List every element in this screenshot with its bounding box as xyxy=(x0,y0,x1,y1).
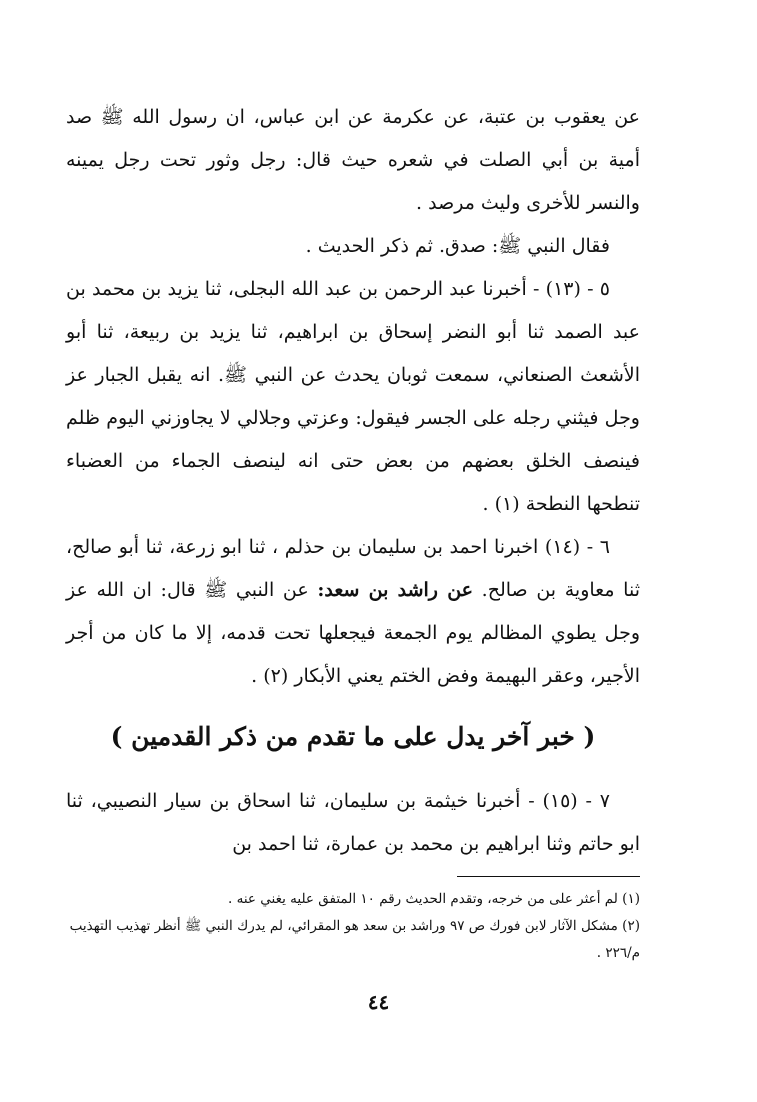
hadith-6-text: عن النبي ﷺ قال: ان الله عز وجل يطوي المظالم يوم الجمعة فيجعلها تحت قدمه، إلا ما كان من أجر الأجير، وعقر البهيمة وفض الختم يعني الأبكار (٢) . xyxy=(66,579,640,687)
page-number: ٤٤ xyxy=(367,990,390,1014)
hadith-6-chain: ٦ - (١٤) اخبرنا احمد بن سليمان بن حذلم ، ثنا ابو زرعة، ثنا أبو صالح، ثنا معاوية بن صالح. xyxy=(66,536,640,601)
section-heading: ( خبر آخر يدل على ما تقدم من ذكر القدمين ) xyxy=(110,722,596,751)
paragraph-hadith-6 xyxy=(66,526,640,698)
hadith-6-narrator: عن راشد بن سعد: xyxy=(317,579,474,601)
paragraph-hadith-5: ٥ - (١٣) - أخبرنا عبد الرحمن بن عبد الله البجلى، ثنا يزيد بن محمد بن عبد الصمد ثنا أبو النضر إسحاق بن ابراهيم، ثنا يزيد بن ربيعة، ثنا أبو الأشعث الصنعاني، سمعت ثوبان يحدث عن النبي ﷺ. انه يقبل الجبار عز وجل فيثني رجله على الجسر فيقول: وعزتي وجلالي لا يجاوزني اليوم ظلم فينصف الخلق بعضهم من بعض حتى انه لينصف الجماء من العضباء تنطحها النطحة (١) . xyxy=(66,278,640,515)
main-text-continued xyxy=(66,780,640,866)
footnote-1: (١) لم أعثر على من خرجه، وتقدم الحديث رقم ١٠ المتفق عليه يغني عنه . xyxy=(228,891,640,907)
paragraph-hadith-7: ٧ - (١٥) - أخبرنا خيثمة بن سليمان، ثنا اسحاق بن سيار النصيبي، ثنا ابو حاتم وثنا ابراهيم بن محمد بن عمارة، ثنا احمد بن xyxy=(66,790,640,855)
paragraph-2: فقال النبي ﷺ: صدق. ثم ذكر الحديث . xyxy=(305,235,610,257)
footnote-2: (٢) مشكل الآثار لابن فورك ص ٩٧ وراشد بن سعد هو المقرائي، لم يدرك النبي ﷺ أنظر تهذيب التهذيب م/٢٢٦ . xyxy=(69,918,640,961)
footnotes xyxy=(58,886,640,967)
paragraph-1: عن يعقوب بن عتبة، عن عكرمة عن ابن عباس، ان رسول الله ﷺ صد أمية بن أبي الصلت في شعره حيث قال: رجل وثور تحت رجل يمينه والنسر للأخرى وليث مرصد . xyxy=(66,106,640,214)
footnote-divider xyxy=(457,876,640,877)
main-text xyxy=(66,96,640,698)
